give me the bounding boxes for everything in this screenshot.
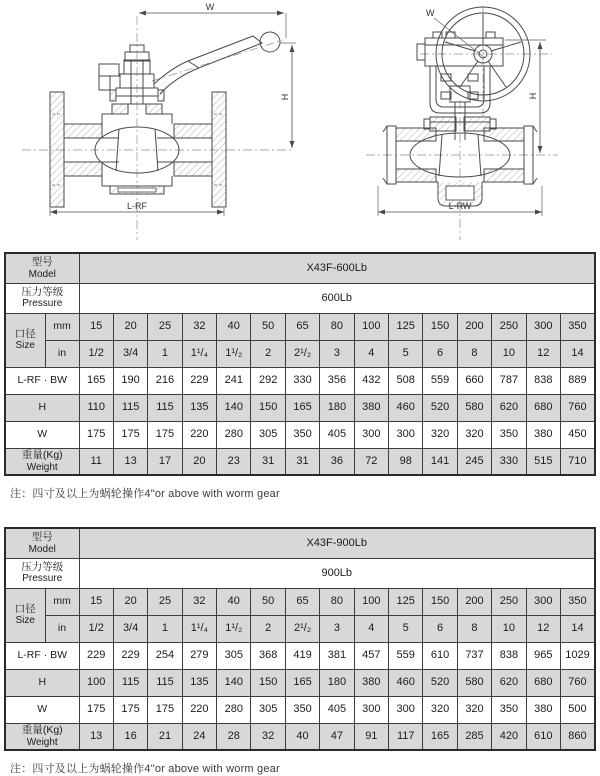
dim-value: 515 xyxy=(526,448,560,475)
dim-value: 285 xyxy=(457,723,491,750)
dim-value: 737 xyxy=(457,642,491,669)
stem-and-gland xyxy=(99,45,164,104)
size-mm-value: 150 xyxy=(423,588,457,615)
pressure-value: 900Lb xyxy=(79,558,595,588)
size-label: 口径 Size xyxy=(5,588,45,642)
size-mm-value: 300 xyxy=(526,588,560,615)
dim-value: 300 xyxy=(389,696,423,723)
size-in-value: 10 xyxy=(492,615,526,642)
size-in-value: 8 xyxy=(457,340,491,367)
dim-value: 620 xyxy=(492,669,526,696)
size-mm-value: 15 xyxy=(79,313,113,340)
dim-value: 380 xyxy=(526,696,560,723)
dim-value: 680 xyxy=(526,394,560,421)
size-in-value: 10 xyxy=(492,340,526,367)
size-mm-value: 100 xyxy=(354,588,388,615)
dim-value: 965 xyxy=(526,642,560,669)
dim-value: 220 xyxy=(182,696,216,723)
dim-value: 305 xyxy=(217,642,251,669)
size-label: 口径 Size xyxy=(5,313,45,367)
row-label: L-RF · BW xyxy=(5,367,79,394)
size-mm-value: 50 xyxy=(251,588,285,615)
dim-value: 787 xyxy=(492,367,526,394)
dim-label-lrf: L-RF xyxy=(127,201,147,211)
size-in-value: 2¹/₂ xyxy=(285,615,319,642)
size-mm-value: 300 xyxy=(526,313,560,340)
dim-value: 254 xyxy=(148,642,182,669)
size-mm-value: 40 xyxy=(217,313,251,340)
valve-body xyxy=(50,92,226,207)
dim-value: 610 xyxy=(526,723,560,750)
dim-value: 300 xyxy=(354,421,388,448)
dim-value: 165 xyxy=(285,669,319,696)
model-label: 型号 Model xyxy=(5,253,79,283)
size-mm-value: 250 xyxy=(492,313,526,340)
size-in-value: 12 xyxy=(526,615,560,642)
size-mm-value: 50 xyxy=(251,313,285,340)
size-in-value: 1 xyxy=(148,340,182,367)
dim-value: 350 xyxy=(285,696,319,723)
size-in-value: 6 xyxy=(423,340,457,367)
pressure-label: 压力等级 Pressure xyxy=(5,558,79,588)
dim-value: 32 xyxy=(251,723,285,750)
dim-value: 175 xyxy=(79,696,113,723)
size-in-value: 3/4 xyxy=(113,615,147,642)
size-in-value: 1¹/₄ xyxy=(182,615,216,642)
size-mm-value: 20 xyxy=(113,313,147,340)
size-mm-value: 25 xyxy=(148,588,182,615)
dim-value: 838 xyxy=(526,367,560,394)
drawing-lever-ball-valve xyxy=(0,0,300,252)
dim-value: 280 xyxy=(217,421,251,448)
technical-drawings xyxy=(0,0,600,252)
dim-value: 23 xyxy=(217,448,251,475)
dim-value: 117 xyxy=(389,723,423,750)
size-in-value: 3 xyxy=(320,340,354,367)
dim-value: 165 xyxy=(79,367,113,394)
dim-value: 20 xyxy=(182,448,216,475)
size-in-value: 1¹/₄ xyxy=(182,340,216,367)
size-mm-value: 350 xyxy=(560,588,595,615)
size-mm-value: 200 xyxy=(457,588,491,615)
dim-value: 860 xyxy=(560,723,595,750)
dim-value: 610 xyxy=(423,642,457,669)
size-mm-value: 250 xyxy=(492,588,526,615)
row-label: W xyxy=(5,421,79,448)
dim-value: 115 xyxy=(113,669,147,696)
dim-value: 216 xyxy=(148,367,182,394)
dimensions xyxy=(50,2,296,216)
dim-value: 559 xyxy=(389,642,423,669)
size-mm-value: 350 xyxy=(560,313,595,340)
size-mm-value: 150 xyxy=(423,313,457,340)
dim-label-h: H xyxy=(528,92,538,100)
size-in-value: 1/2 xyxy=(79,340,113,367)
dim-value: 241 xyxy=(217,367,251,394)
dim-value: 350 xyxy=(492,421,526,448)
dim-value: 450 xyxy=(560,421,595,448)
size-in-value: 2¹/₂ xyxy=(285,340,319,367)
note-600lb: 注：四寸及以上为蜗轮操作4"or above with worm gear xyxy=(10,488,280,500)
dim-value: 356 xyxy=(320,367,354,394)
dim-value: 320 xyxy=(423,696,457,723)
size-in-value: 3 xyxy=(320,615,354,642)
dim-value: 229 xyxy=(79,642,113,669)
dim-value: 175 xyxy=(79,421,113,448)
dim-label-h: H xyxy=(280,93,290,101)
size-in-value: 6 xyxy=(423,615,457,642)
dim-value: 13 xyxy=(113,448,147,475)
dim-value: 180 xyxy=(320,394,354,421)
dim-value: 419 xyxy=(285,642,319,669)
size-mm-value: 80 xyxy=(320,588,354,615)
drawing-gear-ball-valve xyxy=(300,0,600,252)
size-mm-value: 32 xyxy=(182,313,216,340)
dim-value: 135 xyxy=(182,669,216,696)
dim-label-w: W xyxy=(426,8,435,18)
dim-value: 280 xyxy=(217,696,251,723)
dim-label-w: W xyxy=(205,2,215,12)
dim-value: 279 xyxy=(182,642,216,669)
dim-value: 31 xyxy=(251,448,285,475)
spec-table-900lb xyxy=(4,527,596,751)
model-label: 型号 Model xyxy=(5,528,79,558)
dim-value: 17 xyxy=(148,448,182,475)
size-mm-value: 20 xyxy=(113,588,147,615)
model-value: X43F-900Lb xyxy=(79,528,595,558)
dim-value: 91 xyxy=(354,723,388,750)
row-label: 重量(Kg) Weight xyxy=(5,448,79,475)
dim-value: 350 xyxy=(492,696,526,723)
dim-value: 72 xyxy=(354,448,388,475)
dim-value: 40 xyxy=(285,723,319,750)
dim-value: 838 xyxy=(492,642,526,669)
dim-value: 300 xyxy=(389,421,423,448)
dim-value: 520 xyxy=(423,394,457,421)
dim-value: 680 xyxy=(526,669,560,696)
size-mm-value: 25 xyxy=(148,313,182,340)
dim-value: 21 xyxy=(148,723,182,750)
dim-value: 420 xyxy=(492,723,526,750)
dim-value: 300 xyxy=(354,696,388,723)
size-in-value: 4 xyxy=(354,615,388,642)
dim-value: 330 xyxy=(492,448,526,475)
size-in-value: 2 xyxy=(251,340,285,367)
spec-table-600lb xyxy=(4,252,596,476)
dim-value: 11 xyxy=(79,448,113,475)
row-label: H xyxy=(5,669,79,696)
dim-value: 508 xyxy=(389,367,423,394)
size-in-value: 2 xyxy=(251,615,285,642)
dim-value: 150 xyxy=(251,394,285,421)
dim-value: 330 xyxy=(285,367,319,394)
dim-value: 180 xyxy=(320,669,354,696)
dim-value: 28 xyxy=(217,723,251,750)
dim-value: 13 xyxy=(79,723,113,750)
dim-value: 381 xyxy=(320,642,354,669)
size-mm-value: 200 xyxy=(457,313,491,340)
unit-mm-label: mm xyxy=(45,588,79,615)
size-in-value: 1¹/₂ xyxy=(217,340,251,367)
dim-value: 320 xyxy=(423,421,457,448)
dim-value: 36 xyxy=(320,448,354,475)
pressure-label: 压力等级 Pressure xyxy=(5,283,79,313)
dim-value: 320 xyxy=(457,421,491,448)
unit-in-label: in xyxy=(45,340,79,367)
dim-value: 115 xyxy=(113,394,147,421)
size-in-value: 5 xyxy=(389,340,423,367)
size-in-value: 4 xyxy=(354,340,388,367)
dim-value: 559 xyxy=(423,367,457,394)
dim-value: 380 xyxy=(354,394,388,421)
size-mm-value: 125 xyxy=(389,313,423,340)
row-label: L-RF · BW xyxy=(5,642,79,669)
size-mm-value: 32 xyxy=(182,588,216,615)
dim-value: 141 xyxy=(423,448,457,475)
dim-value: 190 xyxy=(113,367,147,394)
pressure-value: 600Lb xyxy=(79,283,595,313)
size-in-value: 3/4 xyxy=(113,340,147,367)
dim-value: 165 xyxy=(423,723,457,750)
row-label: 重量(Kg) Weight xyxy=(5,723,79,750)
dim-value: 135 xyxy=(182,394,216,421)
dim-value: 380 xyxy=(354,669,388,696)
size-mm-value: 15 xyxy=(79,588,113,615)
dim-value: 140 xyxy=(217,669,251,696)
dim-value: 165 xyxy=(285,394,319,421)
unit-in-label: in xyxy=(45,615,79,642)
dim-value: 520 xyxy=(423,669,457,696)
size-mm-value: 125 xyxy=(389,588,423,615)
model-value: X43F-600Lb xyxy=(79,253,595,283)
dim-value: 140 xyxy=(217,394,251,421)
size-in-value: 12 xyxy=(526,340,560,367)
dim-value: 760 xyxy=(560,669,595,696)
size-mm-value: 100 xyxy=(354,313,388,340)
dim-value: 1029 xyxy=(560,642,595,669)
dim-value: 220 xyxy=(182,421,216,448)
dim-value: 620 xyxy=(492,394,526,421)
dim-value: 47 xyxy=(320,723,354,750)
dim-value: 380 xyxy=(526,421,560,448)
dim-value: 432 xyxy=(354,367,388,394)
dim-value: 660 xyxy=(457,367,491,394)
dim-value: 175 xyxy=(113,421,147,448)
dim-value: 110 xyxy=(79,394,113,421)
size-in-value: 14 xyxy=(560,615,595,642)
dim-value: 115 xyxy=(148,394,182,421)
size-in-value: 1/2 xyxy=(79,615,113,642)
dim-value: 710 xyxy=(560,448,595,475)
dim-value: 368 xyxy=(251,642,285,669)
dim-value: 305 xyxy=(251,421,285,448)
dim-value: 580 xyxy=(457,394,491,421)
dim-value: 150 xyxy=(251,669,285,696)
size-in-value: 14 xyxy=(560,340,595,367)
row-label: W xyxy=(5,696,79,723)
size-mm-value: 80 xyxy=(320,313,354,340)
size-in-value: 8 xyxy=(457,615,491,642)
dim-value: 229 xyxy=(182,367,216,394)
dim-value: 580 xyxy=(457,669,491,696)
dim-value: 460 xyxy=(389,394,423,421)
dim-value: 98 xyxy=(389,448,423,475)
dim-value: 889 xyxy=(560,367,595,394)
note-900lb: 注：四寸及以上为蜗轮操作4"or above with worm gear xyxy=(10,763,280,775)
dim-label-lrw: L-RW xyxy=(448,201,472,211)
size-mm-value: 65 xyxy=(285,313,319,340)
dim-value: 16 xyxy=(113,723,147,750)
dim-value: 24 xyxy=(182,723,216,750)
dim-value: 320 xyxy=(457,696,491,723)
dim-value: 350 xyxy=(285,421,319,448)
size-mm-value: 65 xyxy=(285,588,319,615)
dim-value: 500 xyxy=(560,696,595,723)
dim-value: 229 xyxy=(113,642,147,669)
size-mm-value: 40 xyxy=(217,588,251,615)
size-in-value: 1 xyxy=(148,615,182,642)
size-in-value: 5 xyxy=(389,615,423,642)
unit-mm-label: mm xyxy=(45,313,79,340)
dim-value: 405 xyxy=(320,421,354,448)
dim-value: 115 xyxy=(148,669,182,696)
dim-value: 175 xyxy=(148,421,182,448)
dim-value: 457 xyxy=(354,642,388,669)
dim-value: 292 xyxy=(251,367,285,394)
lever-handle xyxy=(154,32,280,94)
size-in-value: 1¹/₂ xyxy=(217,615,251,642)
dim-value: 245 xyxy=(457,448,491,475)
dim-value: 175 xyxy=(148,696,182,723)
dim-value: 460 xyxy=(389,669,423,696)
dim-value: 31 xyxy=(285,448,319,475)
dim-value: 405 xyxy=(320,696,354,723)
dim-value: 100 xyxy=(79,669,113,696)
row-label: H xyxy=(5,394,79,421)
dim-value: 305 xyxy=(251,696,285,723)
dim-value: 175 xyxy=(113,696,147,723)
dim-value: 760 xyxy=(560,394,595,421)
